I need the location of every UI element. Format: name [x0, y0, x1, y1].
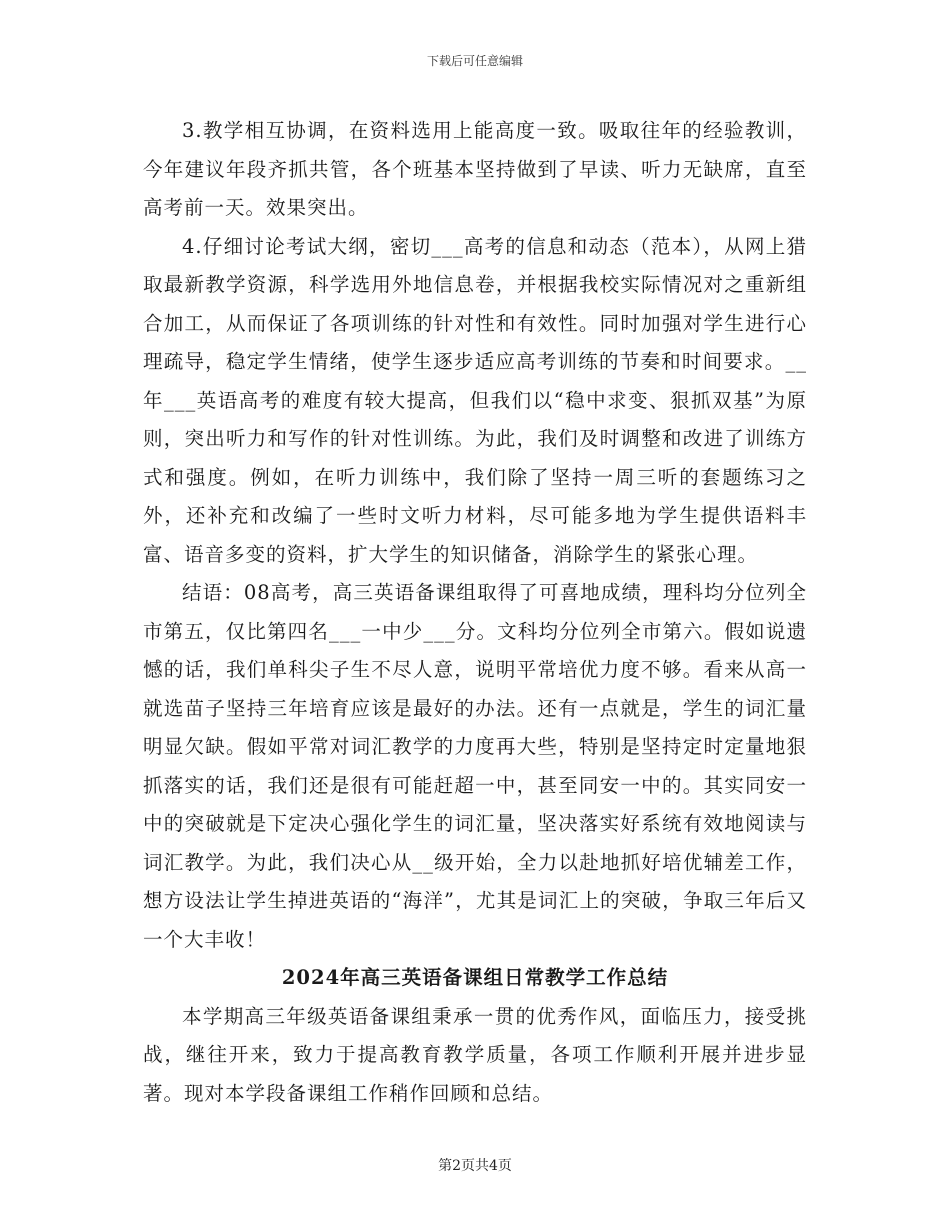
paragraph-conclusion: 结语：08高考，高三英语备课组取得了可喜地成绩，理科均分位列全市第五，仅比第四名___一中少___分。文科均分位列全市第六。假如说遗憾的话，我们单科尖子生不尽人意，说明平常培优力度不够。看来从高一就选苗子坚持三年培育应该是最好的办法。还有一点就是，学生的词汇量明显欠缺。假如平常对词汇教学的力度再大些，特别是坚持定时定量地狠抓落实的话，我们还是很有可能赶超一中，甚至同安一中的。其实同安一中的突破就是下定决心强化学生的词汇量，坚决落实好系统有效地阅读与词汇教学。为此，我们决心从__级开始，全力以赴地抓好培优辅差工作，想方设法让学生掉进英语的“海洋”，尤其是词汇上的突破，争取三年后又一个大丰收！ [143, 581, 807, 951]
page-header: 下载后可任意编辑 [426, 54, 523, 68]
paragraph-point-3: 3.教学相互协调，在资料选用上能高度一致。吸取往年的经验教训，今年建议年段齐抓共管，各个班基本坚持做到了早读、听力无缺席，直至高考前一天。效果突出。 [143, 119, 807, 219]
section-title: 2024年高三英语备课组日常教学工作总结 [281, 966, 669, 989]
paragraph-point-4: 4.仔细讨论考试大纲，密切___高考的信息和动态（范本），从网上猎取最新教学资源，科学选用外地信息卷，并根据我校实际情况对之重新组合加工，从而保证了各项训练的针对性和有效性。同时加强对学生进行心理疏导，稳定学生情绪，使学生逐步适应高考训练的节奏和时间要求。__年___英语高考的难度有较大提高，但我们以“稳中求变、狠抓双基”为原则，突出听力和写作的针对性训练。为此，我们及时调整和改进了训练方式和强度。例如，在听力训练中，我们除了坚持一周三听的套题练习之外，还补充和改编了一些时文听力材料，尽可能多地为学生提供语料丰富、语音多变的资料，扩大学生的知识储备，消除学生的紧张心理。 [143, 234, 807, 566]
document-body [143, 112, 807, 1113]
paragraph-intro: 本学期高三年级英语备课组秉承一贯的优秀作风，面临压力，接受挑战，继往开来，致力于提高教育教学质量，各项工作顺利开展并进步显著。现对本学段备课组工作稍作回顾和总结。 [143, 1004, 807, 1105]
page-number: 第2页共4页 [438, 1158, 512, 1174]
